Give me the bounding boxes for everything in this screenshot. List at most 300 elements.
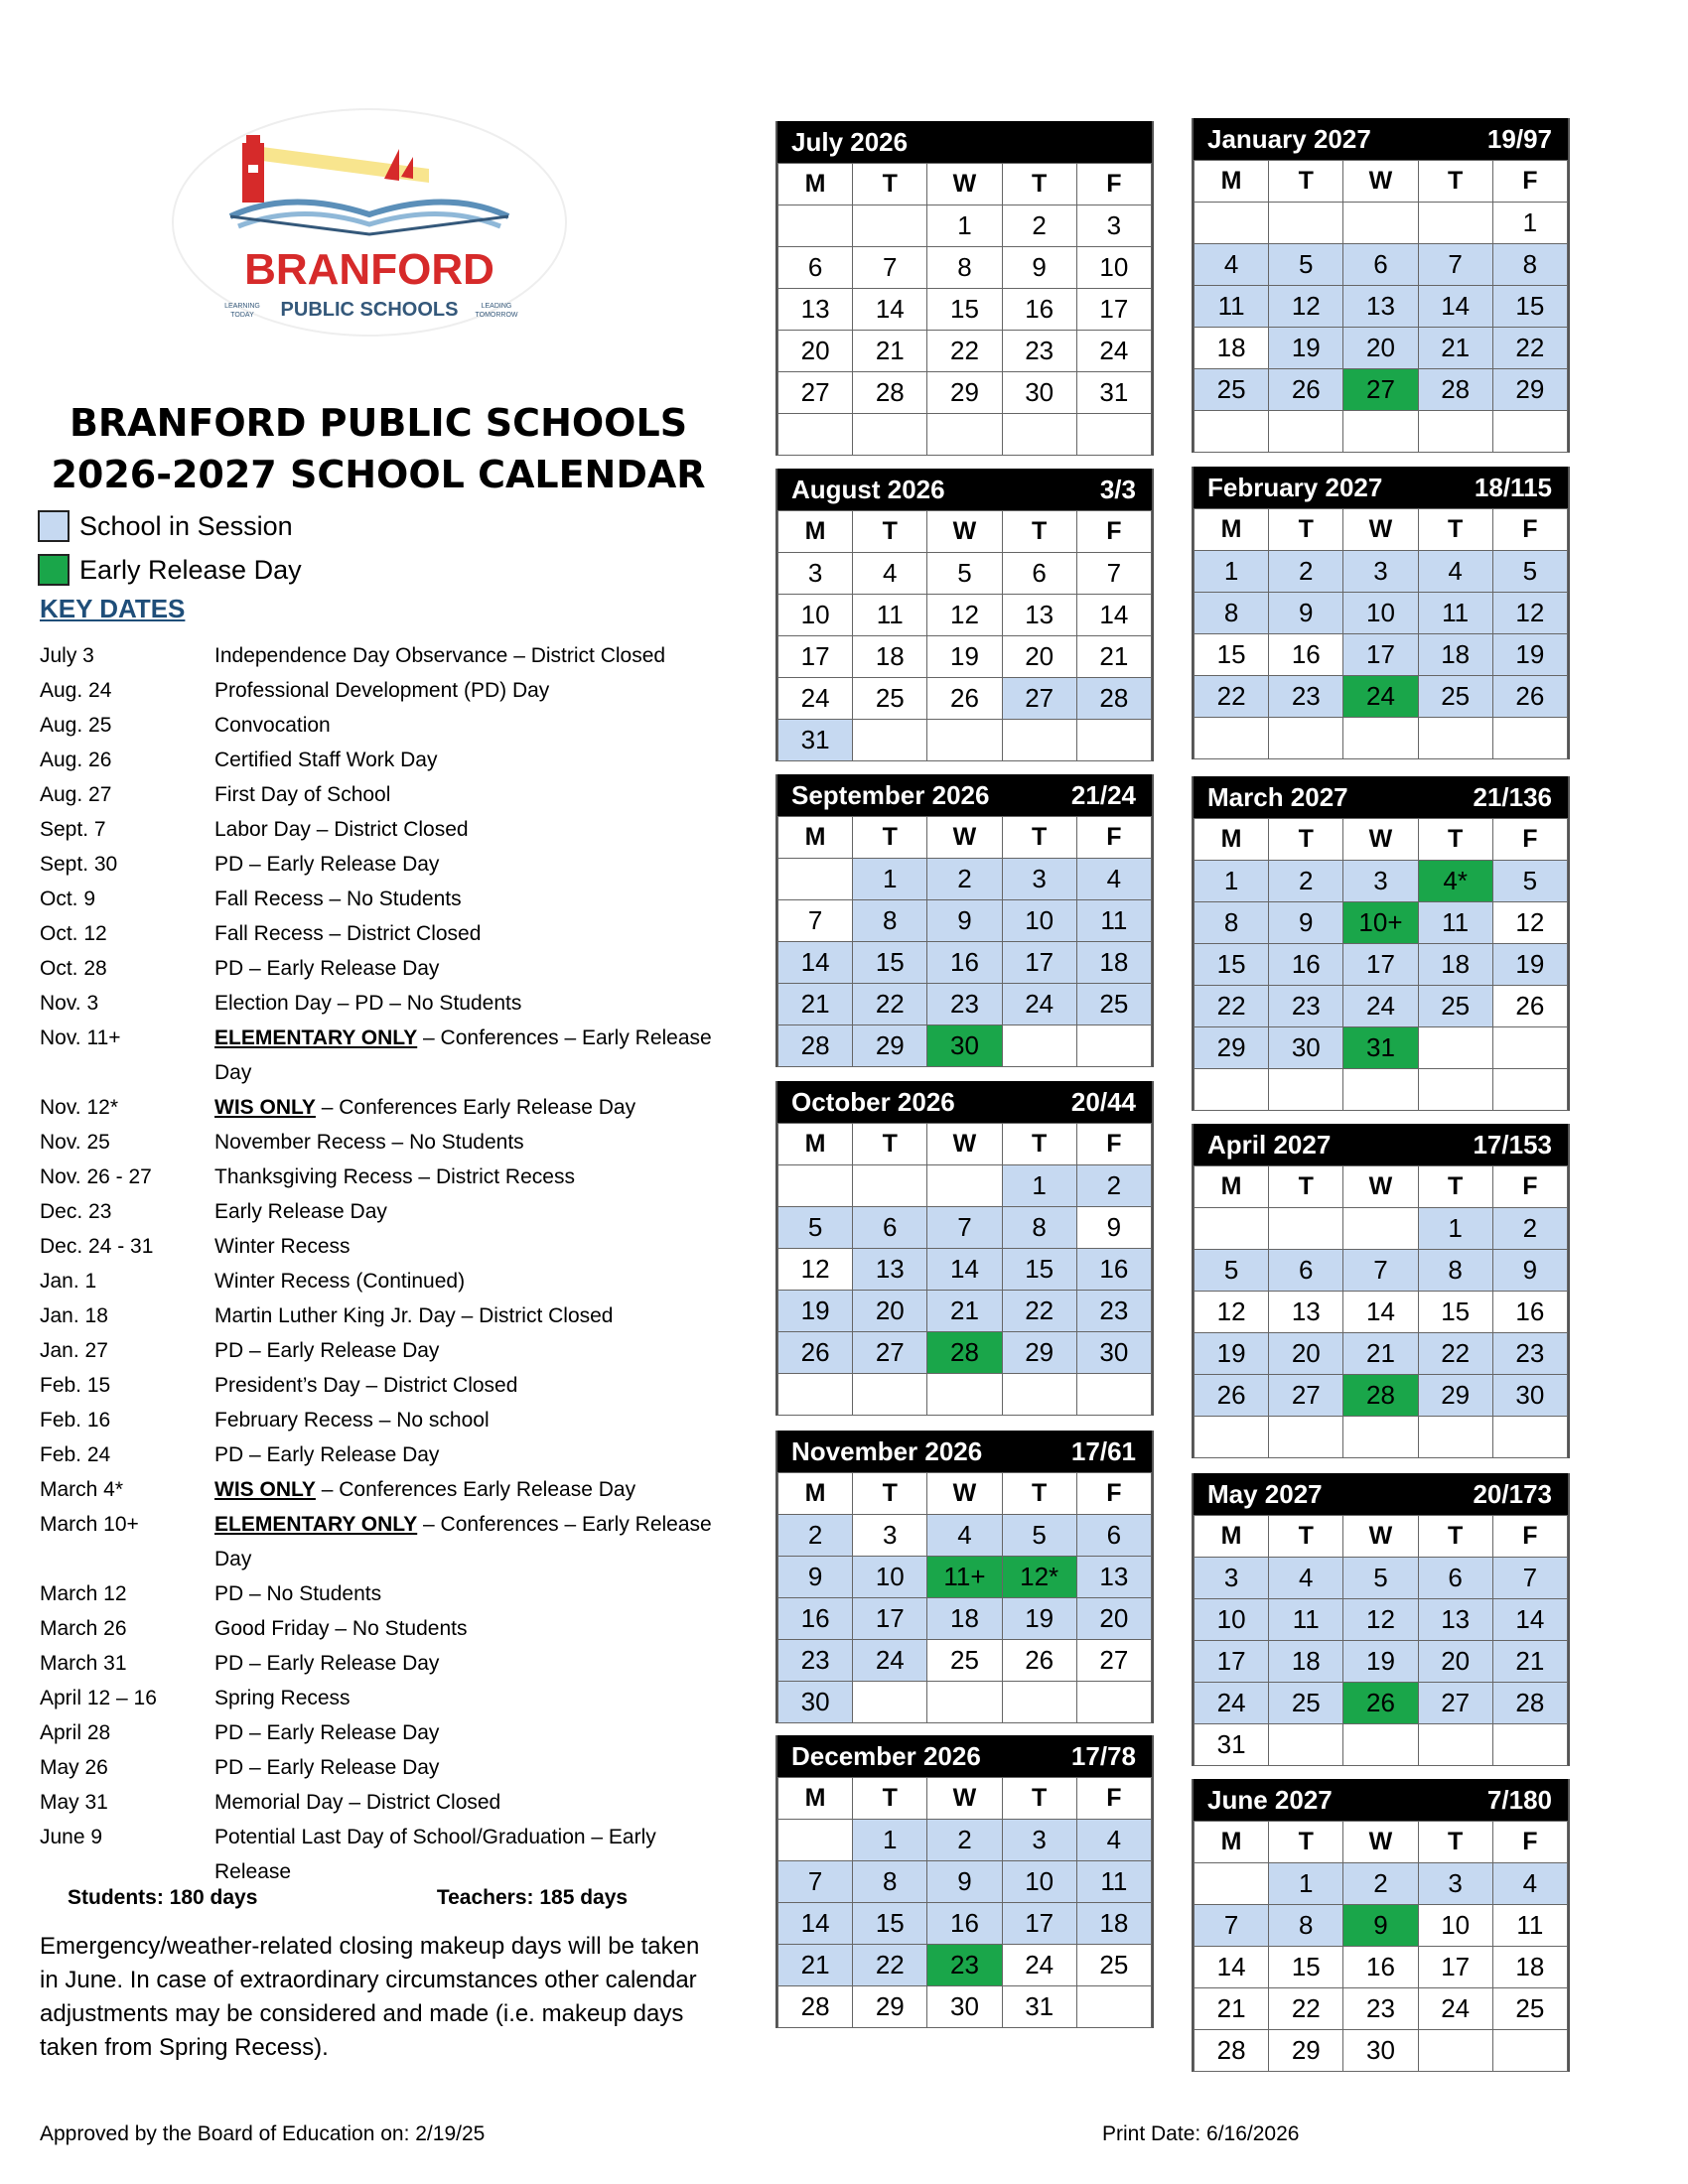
- key-date-row: [40, 673, 715, 708]
- weekday-header: W: [927, 1778, 1002, 1820]
- day-cell: [1076, 414, 1151, 456]
- day-cell: 2: [778, 1515, 853, 1557]
- key-date-row: [40, 882, 715, 916]
- day-cell: 22: [1195, 676, 1269, 718]
- key-date: March 12: [40, 1582, 127, 1605]
- key-date-description: Labor Day – District Closed: [214, 818, 469, 841]
- day-cell: 13: [1076, 1557, 1151, 1598]
- day-cell: 21: [1343, 1333, 1418, 1375]
- key-date-row: [40, 1820, 715, 1889]
- key-date-row: [40, 1298, 715, 1333]
- weekday-header: W: [1343, 1822, 1418, 1863]
- day-cell: 18: [1076, 1903, 1151, 1945]
- day-cell: 7: [1492, 1558, 1567, 1599]
- day-cell: 5: [1492, 861, 1567, 902]
- day-cell: 22: [1492, 328, 1567, 369]
- weekday-header: F: [1492, 1516, 1567, 1558]
- day-cell: 30: [1076, 1332, 1151, 1374]
- day-cell: 21: [1076, 636, 1151, 678]
- day-cell: 9: [1002, 247, 1076, 289]
- day-cell: 27: [1269, 1375, 1343, 1417]
- key-date-description: Good Friday – No Students: [214, 1617, 468, 1640]
- day-cell: 7: [778, 900, 853, 942]
- key-date-description: Winter Recess: [214, 1235, 351, 1258]
- day-cell: 25: [927, 1640, 1002, 1682]
- day-cell: 8: [1195, 593, 1269, 634]
- day-cell: [1002, 414, 1076, 456]
- key-date-row: [40, 1681, 715, 1715]
- weekday-header: T: [1002, 817, 1076, 859]
- day-cell: 17: [853, 1598, 927, 1640]
- month-name: April 2027: [1207, 1129, 1332, 1160]
- key-date: Aug. 26: [40, 749, 112, 771]
- day-cell: 20: [1002, 636, 1076, 678]
- month-calendar: [775, 1735, 1154, 2028]
- key-date-row: [40, 638, 715, 673]
- day-cell: 8: [853, 900, 927, 942]
- day-cell: 2: [1076, 1165, 1151, 1207]
- key-date: Feb. 24: [40, 1443, 111, 1466]
- day-cell: 18: [853, 636, 927, 678]
- day-cell: 8: [853, 1861, 927, 1903]
- day-cell: 25: [1418, 986, 1492, 1027]
- day-cell: 24: [1195, 1683, 1269, 1724]
- day-cell: [778, 1165, 853, 1207]
- weekday-header: W: [927, 817, 1002, 859]
- month-calendar: [775, 1431, 1154, 1723]
- legend-item-session: [38, 504, 302, 548]
- day-cell: 23: [1076, 1291, 1151, 1332]
- key-date: April 12 – 16: [40, 1687, 157, 1709]
- day-cell: 6: [1002, 553, 1076, 595]
- month-name: January 2027: [1207, 123, 1371, 154]
- day-cell: 4: [1195, 244, 1269, 286]
- month-calendar: [1192, 1473, 1570, 1766]
- weekday-header: M: [1195, 819, 1269, 861]
- month-name: March 2027: [1207, 781, 1348, 812]
- day-cell: [1195, 1069, 1269, 1111]
- month-header: [777, 1735, 1152, 1777]
- svg-text:TOMORROW: TOMORROW: [475, 312, 518, 319]
- day-cell: 10: [1343, 593, 1418, 634]
- day-cell: 31: [1076, 372, 1151, 414]
- key-date: Jan. 18: [40, 1304, 108, 1327]
- day-cell: 5: [1002, 1515, 1076, 1557]
- day-cell: [853, 414, 927, 456]
- day-cell: 10: [1002, 900, 1076, 942]
- month-header: [777, 469, 1152, 510]
- day-count: 20/173: [1473, 1478, 1552, 1509]
- key-date-row: [40, 951, 715, 986]
- month-name: December 2026: [791, 1740, 981, 1771]
- weekday-header: M: [778, 1778, 853, 1820]
- key-date: March 10+: [40, 1513, 139, 1536]
- key-date-row: [40, 1229, 715, 1264]
- key-date: Oct. 9: [40, 887, 96, 910]
- day-cell: 26: [927, 678, 1002, 720]
- weekday-header: F: [1492, 1822, 1567, 1863]
- key-date: July 3: [40, 644, 94, 667]
- key-date-description: PD – Early Release Day: [214, 1721, 440, 1744]
- key-date-description: Fall Recess – No Students: [214, 887, 462, 910]
- day-cell: 23: [1492, 1333, 1567, 1375]
- weekday-header: T: [1418, 1822, 1492, 1863]
- day-cell: [1343, 1208, 1418, 1250]
- key-date-row: [40, 1715, 715, 1750]
- day-cell: [927, 1165, 1002, 1207]
- day-cell: 9: [1492, 1250, 1567, 1292]
- key-date-row: [40, 1403, 715, 1437]
- key-date-description: PD – No Students: [214, 1582, 382, 1605]
- day-cell: [1418, 718, 1492, 759]
- month-calendar: [1192, 118, 1570, 453]
- day-count: 19/97: [1486, 123, 1552, 154]
- weekday-header: W: [1343, 509, 1418, 551]
- day-cell: 1: [927, 205, 1002, 247]
- day-cell: 24: [1002, 984, 1076, 1025]
- day-cell: 20: [853, 1291, 927, 1332]
- day-cell: 25: [1492, 1988, 1567, 2030]
- day-cell: [1418, 2030, 1492, 2072]
- key-date: Sept. 7: [40, 818, 106, 841]
- day-cell: 16: [1269, 634, 1343, 676]
- key-date-row: [40, 1507, 715, 1576]
- day-cell: [1076, 720, 1151, 761]
- day-cell: 9: [927, 1861, 1002, 1903]
- day-cell: 26: [778, 1332, 853, 1374]
- day-cell: 19: [1343, 1641, 1418, 1683]
- key-date-row: [40, 1785, 715, 1820]
- weekday-header: F: [1076, 817, 1151, 859]
- day-cell: 11: [1076, 900, 1151, 942]
- day-count: 20/44: [1070, 1086, 1136, 1117]
- key-date-description: First Day of School: [214, 783, 391, 806]
- day-cell: [1343, 1069, 1418, 1111]
- day-cell: 8: [927, 247, 1002, 289]
- day-cell: 7: [927, 1207, 1002, 1249]
- day-cell: [1269, 1417, 1343, 1458]
- day-cell: 30: [1002, 372, 1076, 414]
- day-cell: 19: [1195, 1333, 1269, 1375]
- day-cell: [1076, 1025, 1151, 1067]
- key-date-description: Certified Staff Work Day: [214, 749, 438, 771]
- day-cell: 8: [1269, 1905, 1343, 1947]
- day-cell: 16: [778, 1598, 853, 1640]
- day-cell: 8: [1492, 244, 1567, 286]
- month-header: [1194, 467, 1568, 508]
- day-cell: 15: [853, 942, 927, 984]
- day-cell: 30: [1492, 1375, 1567, 1417]
- day-cell: 9: [1269, 593, 1343, 634]
- day-cell: 13: [1002, 595, 1076, 636]
- day-cell: 23: [1269, 676, 1343, 718]
- day-cell: 3: [1195, 1558, 1269, 1599]
- day-cell: [1076, 1986, 1151, 2028]
- day-cell: 14: [1195, 1947, 1269, 1988]
- day-cell: 17: [1076, 289, 1151, 331]
- day-cell: 3: [1418, 1863, 1492, 1905]
- key-date-row: [40, 1472, 715, 1507]
- day-cell: 3: [1076, 205, 1151, 247]
- day-cell: 5: [1343, 1558, 1418, 1599]
- day-cell: 17: [1195, 1641, 1269, 1683]
- weekday-header: F: [1492, 161, 1567, 203]
- day-cell: 19: [778, 1291, 853, 1332]
- day-cell: [1076, 1374, 1151, 1416]
- key-date-description: Convocation: [214, 714, 331, 737]
- day-cell: 8: [1418, 1250, 1492, 1292]
- key-date: Feb. 16: [40, 1409, 111, 1432]
- month-header: [1194, 1124, 1568, 1165]
- day-cell: [1343, 718, 1418, 759]
- day-cell: 29: [1195, 1027, 1269, 1069]
- weekday-header: W: [1343, 1516, 1418, 1558]
- day-totals: [68, 1886, 663, 1910]
- day-cell: [927, 414, 1002, 456]
- day-cell: 25: [1195, 369, 1269, 411]
- day-cell: 28: [927, 1332, 1002, 1374]
- key-date-description: PD – Early Release Day: [214, 1339, 440, 1362]
- key-date-description: Memorial Day – District Closed: [214, 1791, 501, 1814]
- day-cell: [778, 1820, 853, 1861]
- day-cell: 9: [1076, 1207, 1151, 1249]
- day-count: 17/153: [1473, 1129, 1552, 1160]
- month-name: August 2026: [791, 474, 945, 504]
- day-cell: 11: [1195, 286, 1269, 328]
- day-cell: 31: [1195, 1724, 1269, 1766]
- month-calendar: [1192, 776, 1570, 1111]
- day-cell: 20: [1269, 1333, 1343, 1375]
- day-cell: [1418, 411, 1492, 453]
- day-cell: 11: [1418, 593, 1492, 634]
- day-cell: 6: [1418, 1558, 1492, 1599]
- day-cell: 2: [1343, 1863, 1418, 1905]
- day-cell: 12: [1195, 1292, 1269, 1333]
- month-name: November 2026: [791, 1435, 983, 1466]
- weekday-header: T: [1002, 1124, 1076, 1165]
- key-date: March 4*: [40, 1478, 124, 1501]
- key-date-row: [40, 777, 715, 812]
- legend: [38, 504, 302, 592]
- day-cell: [778, 414, 853, 456]
- day-cell: 12: [1492, 593, 1567, 634]
- key-date: Jan. 27: [40, 1339, 108, 1362]
- weekday-header: F: [1492, 819, 1567, 861]
- key-date: Nov. 26 - 27: [40, 1165, 152, 1188]
- day-cell: 13: [778, 289, 853, 331]
- day-cell: [778, 1374, 853, 1416]
- day-cell: 15: [927, 289, 1002, 331]
- day-cell: [853, 720, 927, 761]
- day-cell: 17: [1002, 1903, 1076, 1945]
- day-cell: 9: [927, 900, 1002, 942]
- day-cell: 9: [778, 1557, 853, 1598]
- day-cell: [1492, 1417, 1567, 1458]
- month-header: [777, 121, 1152, 163]
- day-cell: [1418, 1069, 1492, 1111]
- day-cell: 14: [778, 942, 853, 984]
- key-date-description: President’s Day – District Closed: [214, 1374, 518, 1397]
- day-cell: 6: [1343, 244, 1418, 286]
- weekday-header: T: [853, 1778, 927, 1820]
- weekday-header: M: [778, 817, 853, 859]
- weekday-header: F: [1492, 1166, 1567, 1208]
- key-date-description: Fall Recess – District Closed: [214, 922, 482, 945]
- day-cell: [1418, 1724, 1492, 1766]
- day-cell: [1269, 203, 1343, 244]
- day-cell: [1269, 1208, 1343, 1250]
- weekday-header: T: [1418, 509, 1492, 551]
- day-cell: 19: [1269, 328, 1343, 369]
- day-cell: 30: [1343, 2030, 1418, 2072]
- key-date-description: ELEMENTARY ONLY – Conferences – Early Release Day: [214, 1026, 712, 1084]
- day-cell: 21: [778, 1945, 853, 1986]
- day-cell: 2: [1002, 205, 1076, 247]
- weekday-header: W: [1343, 819, 1418, 861]
- legend-swatch-session: [38, 510, 70, 542]
- day-cell: 1: [1195, 551, 1269, 593]
- day-cell: 28: [1492, 1683, 1567, 1724]
- day-cell: 24: [1343, 676, 1418, 718]
- day-cell: 22: [853, 984, 927, 1025]
- key-date-row: [40, 847, 715, 882]
- day-cell: 27: [778, 372, 853, 414]
- day-cell: 13: [1418, 1599, 1492, 1641]
- key-date-row: [40, 1264, 715, 1298]
- weekday-header: T: [853, 511, 927, 553]
- day-cell: 10: [1195, 1599, 1269, 1641]
- day-cell: 11: [1418, 902, 1492, 944]
- day-cell: 22: [1269, 1988, 1343, 2030]
- day-cell: 2: [1492, 1208, 1567, 1250]
- svg-text:TODAY: TODAY: [230, 312, 254, 319]
- day-cell: 6: [1076, 1515, 1151, 1557]
- day-cell: 23: [1343, 1988, 1418, 2030]
- day-cell: 4: [927, 1515, 1002, 1557]
- weekday-header: F: [1076, 1124, 1151, 1165]
- day-cell: 4: [1269, 1558, 1343, 1599]
- day-cell: 11: [853, 595, 927, 636]
- day-cell: [853, 205, 927, 247]
- day-cell: 14: [778, 1903, 853, 1945]
- day-cell: [1343, 411, 1418, 453]
- key-date-description: PD – Early Release Day: [214, 1443, 440, 1466]
- day-cell: 28: [1076, 678, 1151, 720]
- key-date: March 31: [40, 1652, 127, 1675]
- day-cell: 28: [778, 1025, 853, 1067]
- key-date-description: PD – Early Release Day: [214, 957, 440, 980]
- day-cell: 14: [1343, 1292, 1418, 1333]
- day-cell: 1: [1418, 1208, 1492, 1250]
- day-cell: 23: [1002, 331, 1076, 372]
- weekday-header: M: [778, 1473, 853, 1515]
- day-cell: 1: [1002, 1165, 1076, 1207]
- day-cell: 21: [1195, 1988, 1269, 2030]
- key-date-row: [40, 1333, 715, 1368]
- key-date-description: Election Day – PD – No Students: [214, 992, 522, 1015]
- key-date: March 26: [40, 1617, 127, 1640]
- day-cell: 16: [927, 942, 1002, 984]
- weekday-header: M: [778, 164, 853, 205]
- day-cell: 28: [1418, 369, 1492, 411]
- day-cell: 16: [1076, 1249, 1151, 1291]
- weekday-header: T: [1418, 161, 1492, 203]
- day-cell: 26: [1343, 1683, 1418, 1724]
- day-cell: [927, 1682, 1002, 1723]
- key-date-row: [40, 1611, 715, 1646]
- weekday-header: T: [1002, 1473, 1076, 1515]
- day-cell: 3: [1002, 1820, 1076, 1861]
- day-cell: 24: [1418, 1988, 1492, 2030]
- day-cell: [853, 1374, 927, 1416]
- day-cell: 6: [853, 1207, 927, 1249]
- day-cell: 27: [1418, 1683, 1492, 1724]
- day-cell: 24: [1343, 986, 1418, 1027]
- day-cell: [1492, 2030, 1567, 2072]
- day-count: 21/136: [1473, 781, 1552, 812]
- weekday-header: M: [1195, 1516, 1269, 1558]
- day-cell: [1076, 1682, 1151, 1723]
- key-date: Sept. 30: [40, 853, 118, 876]
- title-line-2: 2026-2027 SCHOOL CALENDAR: [51, 453, 706, 496]
- day-cell: 17: [1418, 1947, 1492, 1988]
- month-calendar: [775, 774, 1154, 1067]
- day-count: 3/3: [1099, 474, 1136, 504]
- weekday-header: T: [1269, 1822, 1343, 1863]
- day-cell: 17: [1343, 944, 1418, 986]
- weekday-header: W: [1343, 1166, 1418, 1208]
- key-date: June 9: [40, 1826, 103, 1848]
- weekday-header: T: [1002, 1778, 1076, 1820]
- day-cell: 23: [927, 984, 1002, 1025]
- day-cell: 4: [1076, 1820, 1151, 1861]
- day-cell: 29: [1002, 1332, 1076, 1374]
- day-cell: [1002, 1374, 1076, 1416]
- month-calendar: [1192, 467, 1570, 759]
- day-cell: 26: [1492, 676, 1567, 718]
- day-cell: 12: [1492, 902, 1567, 944]
- day-cell: 15: [1418, 1292, 1492, 1333]
- day-cell: 24: [853, 1640, 927, 1682]
- key-date: Nov. 3: [40, 992, 99, 1015]
- day-cell: 10+: [1343, 902, 1418, 944]
- key-date: Nov. 11+: [40, 1026, 121, 1049]
- month-header: [1194, 776, 1568, 818]
- day-cell: 7: [1195, 1905, 1269, 1947]
- day-cell: 18: [1269, 1641, 1343, 1683]
- day-cell: [1492, 1069, 1567, 1111]
- weekday-header: F: [1076, 1473, 1151, 1515]
- day-cell: 24: [1002, 1945, 1076, 1986]
- key-date: May 26: [40, 1756, 108, 1779]
- key-date: Aug. 24: [40, 679, 112, 702]
- key-date-description: Potential Last Day of School/Graduation – Early Release: [214, 1826, 656, 1883]
- day-cell: [1002, 1025, 1076, 1067]
- day-cell: 3: [778, 553, 853, 595]
- day-cell: [1343, 1724, 1418, 1766]
- key-date-row: [40, 1576, 715, 1611]
- day-cell: 15: [1269, 1947, 1343, 1988]
- day-cell: 10: [1418, 1905, 1492, 1947]
- day-cell: 3: [1343, 861, 1418, 902]
- day-cell: 16: [1269, 944, 1343, 986]
- day-cell: 30: [778, 1682, 853, 1723]
- day-cell: 12: [778, 1249, 853, 1291]
- day-cell: 28: [853, 372, 927, 414]
- day-cell: 20: [1076, 1598, 1151, 1640]
- day-cell: [1195, 1208, 1269, 1250]
- day-cell: 16: [1343, 1947, 1418, 1988]
